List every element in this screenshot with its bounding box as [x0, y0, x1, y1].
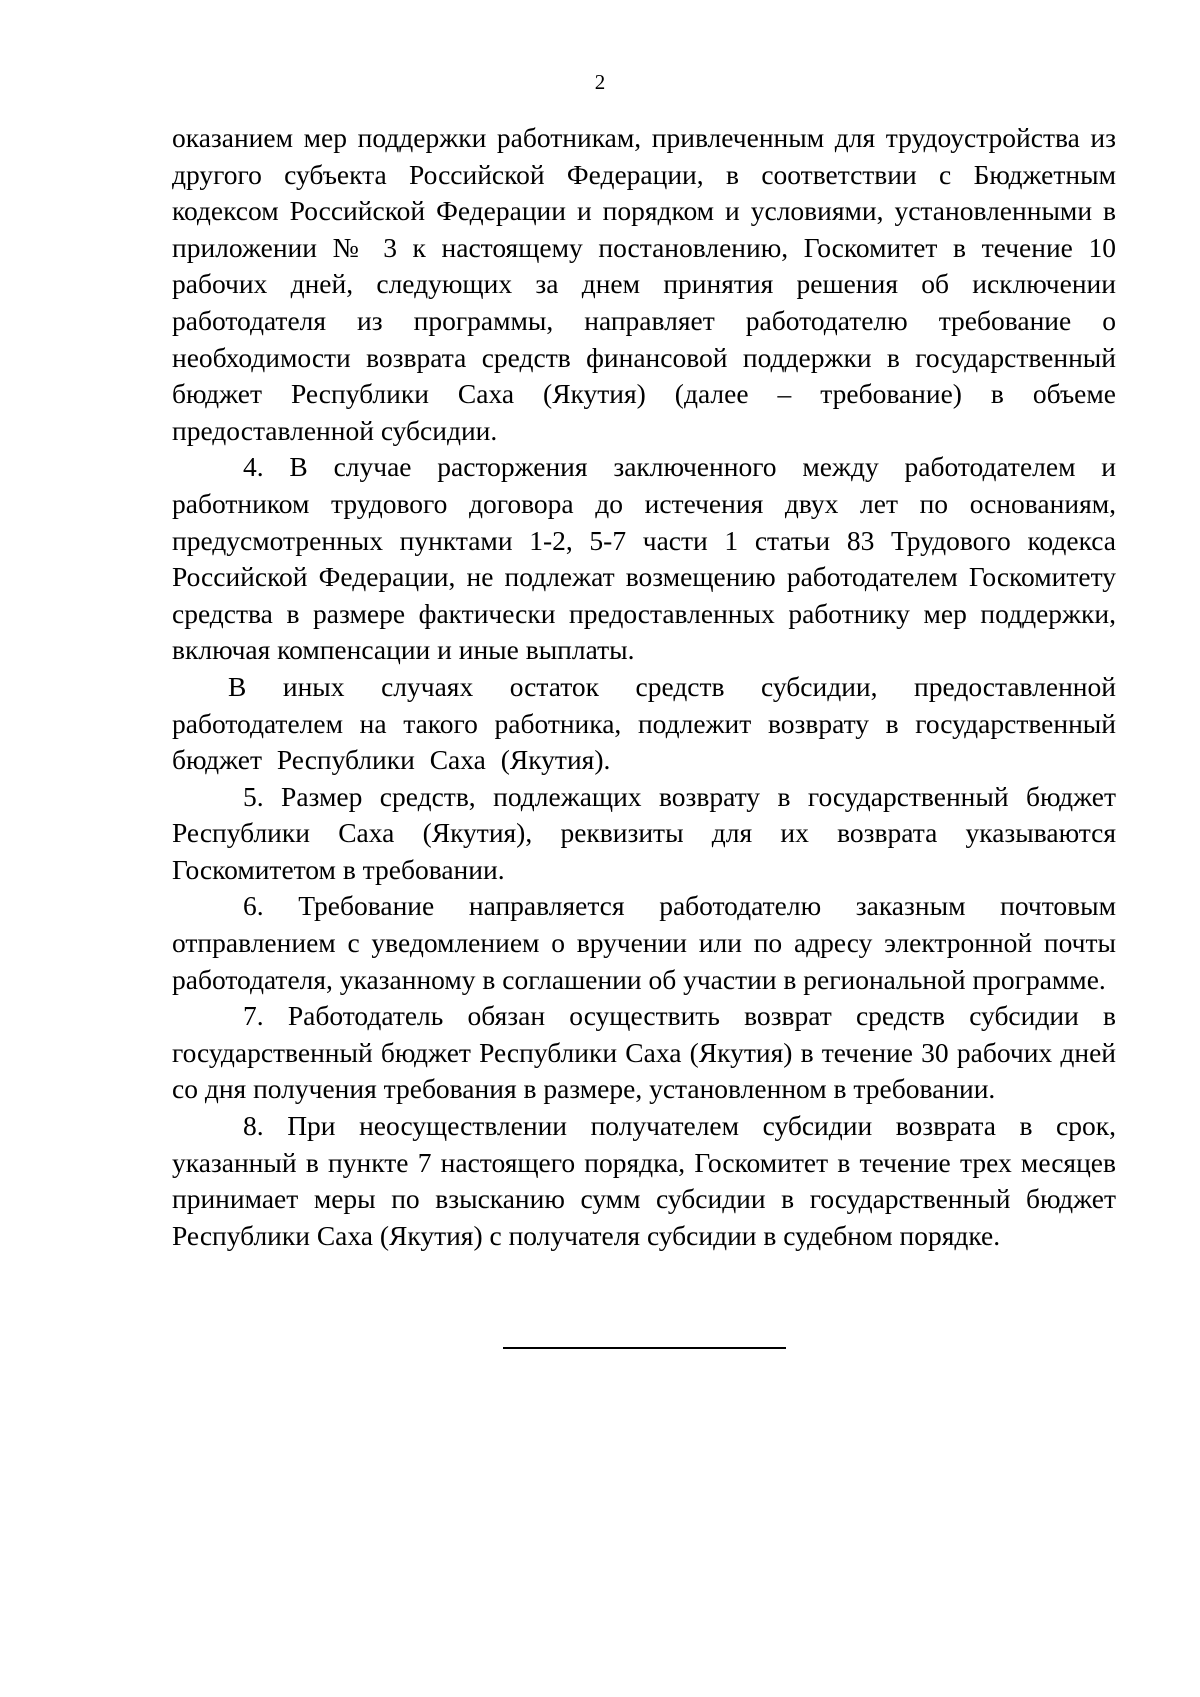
- document-body: [172, 120, 1116, 1254]
- paragraph-item-5: 5. Размер средств, подлежащих возврату в государственный бюджет Республики Саха (Якутия), реквизиты для их возврата указываются Госкомитетом в требовании.: [172, 780, 1116, 885]
- paragraph-item-4: 4. В случае расторжения заключенного между работодателем и работником трудового договора до истечения двух лет по основаниям, предусмотренных пунктами 1-2, 5-7 части 1 статьи 83 Трудового кодекса Российской Федерации, не подлежат возмещению работодателем Госкомитету средства в размере фактически предоставленных работнику мер поддержки, включая компенсации и иные выплаты.: [172, 451, 1116, 666]
- paragraph-other-cases: В иных случаях остаток средств субсидии, предоставленной работодателем на такого работника, подлежит возврату в государственный бюджет Республики Саха (Якутия).: [172, 670, 1116, 776]
- paragraph-item-7: 7. Работодатель обязан осуществить возврат средств субсидии в государственный бюджет Республики Саха (Якутия) в течение 30 рабочих дней со дня получения требования в размере, установленном в требовании.: [172, 1000, 1116, 1105]
- paragraph-continuation: оказанием мер поддержки работникам, привлеченным для трудоустройства из другого субъекта Российской Федерации, в соответствии с Бюджетным кодексом Российской Федерации и порядком и условиями, установленными в приложении № 3 к настоящему постановлению, Госкомитет в течение 10 рабочих дней, следующих за днем принятия решения об исключении работодателя из программы, направляет работодателю требование о необходимости возврата средств финансовой поддержки в государственный бюджет Республики Саха (Якутия) (далее – требование) в объеме предоставленной субсидии.: [172, 122, 1116, 446]
- paragraph-item-6: 6. Требование направляется работодателю заказным почтовым отправлением с уведомлением о вручении или по адресу электронной почты работодателя, указанному в соглашении об участии в региональной программе.: [172, 890, 1116, 995]
- end-of-document-rule: [503, 1347, 786, 1349]
- page-number: 2: [594, 70, 606, 94]
- paragraph-item-8: 8. При неосуществлении получателем субсидии возврата в срок, указанный в пункте 7 настоящего порядка, Госкомитет в течение трех месяцев принимает меры по взысканию сумм субсидии в государственный бюджет Республики Саха (Якутия) с получателя субсидии в судебном порядке.: [172, 1110, 1116, 1251]
